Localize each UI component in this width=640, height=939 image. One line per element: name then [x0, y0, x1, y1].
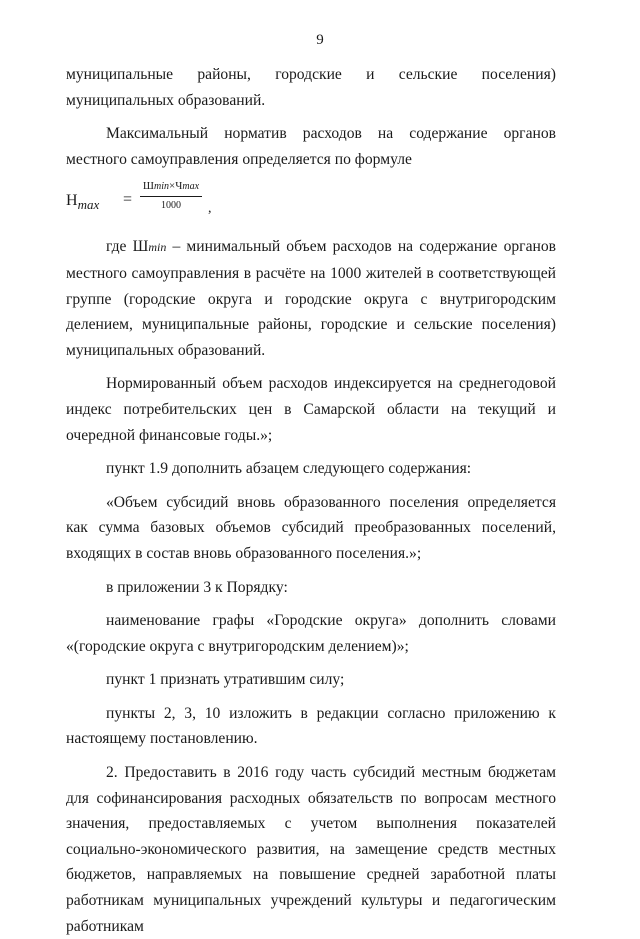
- paragraph-8: наименование графы «Городские округа» дополнить словами «(городские округа с внутригородским делением)»;: [66, 612, 556, 655]
- paragraph-11: 2. Предоставить в 2016 году часть субсидий местным бюджетам для софинансирования расходных обязательств по вопросам местного значения, предоставляемых с учетом выполнения показателей социально-экономического развития, на замещение средств местных бюджетов, направляемых на повышение средней заработной платы работникам муниципальных учреждений культуры и педагогическим работникам: [66, 764, 556, 935]
- paragraph-5: пункт 1.9 дополнить абзацем следующего содержания:: [106, 460, 472, 478]
- formula-numerator: Шmin×Чmax: [140, 179, 202, 197]
- paragraph-3: где Шmin – минимальный объем расходов на содержание органов местного самоуправления в расчёте на 1000 жителей в соответствующей группе (городские округа и городские округа с внутригородским делением, муниципальные районы, городские и сельские поселения) муниципальных образований.: [66, 238, 556, 359]
- formula: [66, 176, 556, 222]
- page-number: 9: [316, 32, 324, 48]
- document-body: [66, 62, 556, 939]
- paragraph-4: Нормированный объем расходов индексируется на среднегодовой индекс потребительских цен в Самарской области на текущий и очередной финансовые годы.»;: [66, 375, 556, 444]
- formula-fraction: [140, 179, 202, 213]
- paragraph-10: пункты 2, 3, 10 изложить в редакции согласно приложению к настоящему постановлению.: [66, 704, 556, 748]
- paragraph-6: «Объем субсидий вновь образованного поселения определяется как сумма базовых объемов субсидий преобразованных поселений, входящих в состав вновь образованного поселения.»;: [66, 493, 556, 562]
- paragraph-2: Максимальный норматив расходов на содержание органов местного самоуправления определяется по формуле: [66, 125, 556, 168]
- paragraph-1: муниципальные районы, городские и сельские поселения) муниципальных образований.: [66, 66, 556, 109]
- formula-denominator: 1000: [161, 200, 181, 212]
- formula-equals: =: [123, 191, 133, 209]
- paragraph-9: пункт 1 признать утратившим силу;: [106, 671, 345, 689]
- formula-lhs: $Н_{max}$: [66, 192, 100, 213]
- formula-comma: ,: [208, 201, 212, 217]
- paragraph-7: в приложении 3 к Порядку:: [106, 578, 288, 596]
